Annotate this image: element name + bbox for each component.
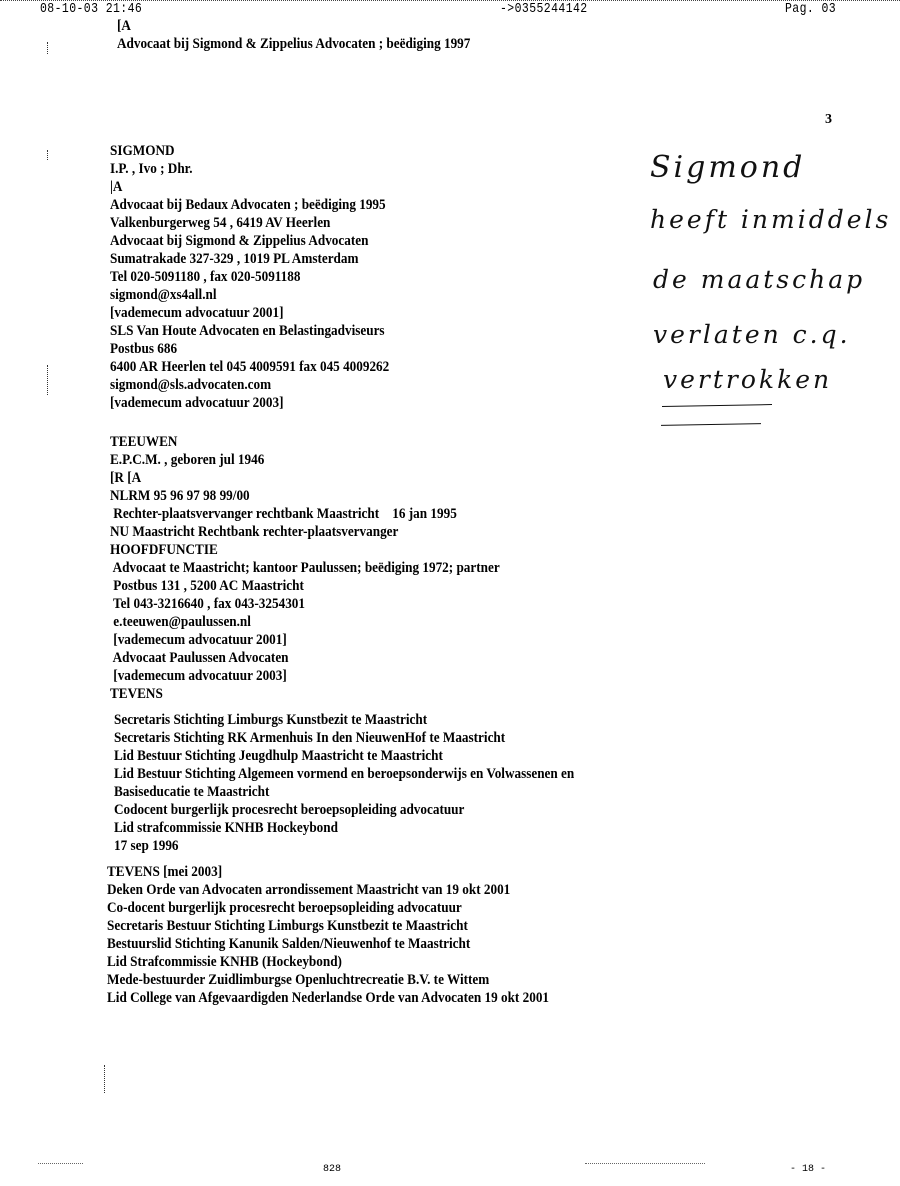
document-line: Basiseducatie te Maastricht <box>114 784 270 800</box>
fax-date-time: 08-10-03 21:46 <box>40 1 143 17</box>
document-line: Mede-bestuurder Zuidlimburgse Openluchtrecreatie B.V. te Wittem <box>107 972 490 988</box>
document-line: TEVENS [mei 2003] <box>107 864 223 880</box>
section-top <box>117 17 470 53</box>
document-line: Lid Bestuur Stichting Jeugdhulp Maastricht te Maastricht <box>114 748 443 764</box>
footer-dots <box>38 1163 83 1164</box>
document-line: Bestuurslid Stichting Kanunik Salden/Nieuwenhof te Maastricht <box>107 936 471 952</box>
handwritten-line: heeft inmiddels <box>650 205 892 234</box>
handwritten-underline <box>662 404 772 407</box>
section-tevens-2 <box>107 863 549 1007</box>
document-line: Advocaat bij Sigmond & Zippelius Advocaten <box>110 233 369 249</box>
document-line: Lid strafcommissie KNHB Hockeybond <box>114 820 338 836</box>
margin-mark <box>47 42 49 54</box>
document-line: Sumatrakade 327-329 , 1019 PL Amsterdam <box>110 251 359 267</box>
page-number: 3 <box>825 112 832 127</box>
document-line: Postbus 131 , 5200 AC Maastricht <box>110 578 304 594</box>
document-line: Secretaris Bestuur Stichting Limburgs Kunstbezit te Maastricht <box>107 918 468 934</box>
document-line: SIGMOND <box>110 143 175 159</box>
document-line: TEEUWEN <box>110 434 178 450</box>
document-line: Codocent burgerlijk procesrecht beroepsopleiding advocatuur <box>114 802 465 818</box>
document-line: Secretaris Stichting RK Armenhuis In den NieuwenHof te Maastricht <box>114 730 506 746</box>
document-line: sigmond@sls.advocaten.com <box>110 377 272 393</box>
document-line: Tel 020-5091180 , fax 020-5091188 <box>110 269 301 285</box>
document-line: [A <box>117 18 131 34</box>
document-line: [vademecum advocatuur 2003] <box>110 395 284 411</box>
document-line: Advocaat te Maastricht; kantoor Paulussen; beëdiging 1972; partner <box>110 560 500 576</box>
document-line: Postbus 686 <box>110 341 178 357</box>
handwritten-line: Sigmond <box>650 150 806 185</box>
document-line: Advocaat bij Sigmond & Zippelius Advocaten ; beëdiging 1997 <box>117 36 471 52</box>
section-tevens-1 <box>114 711 574 855</box>
document-line: Lid College van Afgevaardigden Nederlandse Orde van Advocaten 19 okt 2001 <box>107 990 550 1006</box>
document-line: Deken Orde van Advocaten arrondissement Maastricht van 19 okt 2001 <box>107 882 511 898</box>
document-line: Tel 043-3216640 , fax 043-3254301 <box>110 596 305 612</box>
fax-number: ->0355244142 <box>500 1 588 17</box>
document-line: [vademecum advocatuur 2003] <box>110 668 287 684</box>
section-teeuwen <box>110 433 500 703</box>
section-sigmond <box>110 142 389 412</box>
footer-left-number: 828 <box>323 1164 342 1175</box>
document-line: Advocaat bij Bedaux Advocaten ; beëdiging 1995 <box>110 197 386 213</box>
document-line: e.teeuwen@paulussen.nl <box>110 614 251 630</box>
document-line: NLRM 95 96 97 98 99/00 <box>110 488 250 504</box>
document-line: E.P.C.M. , geboren jul 1946 <box>110 452 265 468</box>
document-line: Valkenburgerweg 54 , 6419 AV Heerlen <box>110 215 331 231</box>
handwritten-line: vertrokken <box>663 365 833 394</box>
margin-mark <box>47 365 49 395</box>
document-line: 6400 AR Heerlen tel 045 4009591 fax 045 4009262 <box>110 359 390 375</box>
footer-dots <box>585 1163 705 1164</box>
margin-mark <box>47 150 49 160</box>
document-line: sigmond@xs4all.nl <box>110 287 217 303</box>
footer-right-number: - 18 - <box>790 1164 827 1175</box>
margin-mark <box>104 1065 106 1093</box>
document-line: Rechter-plaatsvervanger rechtbank Maastricht 16 jan 1995 <box>110 506 457 522</box>
document-line: HOOFDFUNCTIE <box>110 542 218 558</box>
handwritten-underline <box>661 423 761 426</box>
document-line: [R [A <box>110 470 142 486</box>
document-line: [vademecum advocatuur 2001] <box>110 305 284 321</box>
document-line: TEVENS <box>110 686 163 702</box>
document-line: I.P. , Ivo ; Dhr. <box>110 161 193 177</box>
document-line: [vademecum advocatuur 2001] <box>110 632 287 648</box>
document-line: 17 sep 1996 <box>114 838 179 854</box>
document-line: SLS Van Houte Advocaten en Belastingadviseurs <box>110 323 385 339</box>
document-line: Co-docent burgerlijk procesrecht beroepsopleiding advocatuur <box>107 900 462 916</box>
fax-page: Pag. 03 <box>785 1 837 17</box>
document-line: Secretaris Stichting Limburgs Kunstbezit te Maastricht <box>114 712 428 728</box>
document-line: Lid Bestuur Stichting Algemeen vormend en beroepsonderwijs en Volwassenen en <box>114 766 575 782</box>
handwritten-line: verlaten c.q. <box>653 320 851 349</box>
document-line: Advocaat Paulussen Advocaten <box>110 650 289 666</box>
document-line: Lid Strafcommissie KNHB (Hockeybond) <box>107 954 342 970</box>
document-line: NU Maastricht Rechtbank rechter-plaatsvervanger <box>110 524 399 540</box>
handwritten-line: de maatschap <box>653 265 866 294</box>
document-line: |A <box>110 179 123 195</box>
